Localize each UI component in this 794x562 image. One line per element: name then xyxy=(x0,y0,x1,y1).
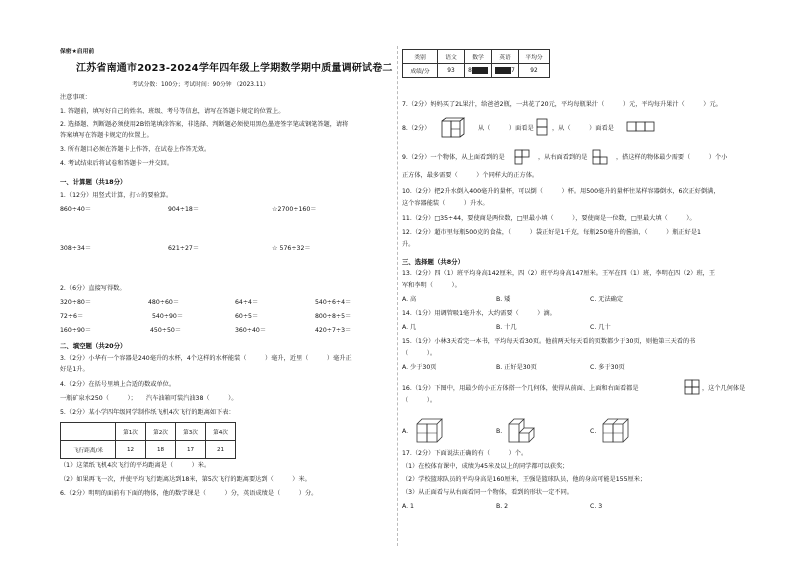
question-7: 7.（2分）妈妈买了2L果汁，给爸爸2瓶，一共花了20元，平均每瓶果汁（ ）元，平均每升果汁（ ）元。 xyxy=(402,101,722,108)
question-9: 9.（2分）一个物体，从上面看到的是 xyxy=(402,154,505,161)
oral-item: 360÷40＝ xyxy=(235,327,267,334)
question-5-2: （2）如果再飞一次，并使平均飞行距离达到18米，第5次飞行的距离要达到（ ）米。 xyxy=(60,476,311,483)
question-3: 3.（2分）小华有一个容器是240毫升的水杯，4个这样的水杯能装（ ）毫升，近里（ ）毫升正 xyxy=(60,355,352,362)
question-13: 13.（2分）四（1）班平均身高142厘米，四（2）班平均身高147厘米。王军在四（1）班，李明在四（2）班，王 xyxy=(402,270,716,277)
question-12-cont: 升。 xyxy=(402,241,415,248)
question-14: 14.（1分）用调管吸1毫升水，大约需要（ ）滴。 xyxy=(402,310,556,317)
table-cell: 18 xyxy=(146,441,176,459)
right-view-figure xyxy=(592,149,614,165)
secret-label: 保密★启用前 xyxy=(60,49,95,55)
section-heading: 二、填空题（共20分） xyxy=(60,342,127,350)
table-header: 语文 xyxy=(438,50,465,64)
statement: （2）学校篮球队员的平均身高是160厘米，王强是篮球队员，他的身高可能是155厘米； xyxy=(402,476,647,483)
question-13-cont: 军和李明（ ）。 xyxy=(402,282,461,289)
calc-item: 308÷34＝ xyxy=(60,245,92,252)
score-digit: 7 xyxy=(511,68,515,74)
option: C. 几十 xyxy=(590,324,611,331)
top-view-figure xyxy=(514,149,536,165)
question-6: 6.（2分）明明的面前有下面的物体，他的数学课是（ ）分，英语成绩是（ ）分。 xyxy=(60,490,318,497)
question-12: 12.（2分）超市里每瓶500克的食盐，（ ）袋正好是1千克，每瓶250毫升的酱油，（ ）瓶正好是1 xyxy=(402,229,701,236)
calc-item: 621÷27＝ xyxy=(168,245,200,252)
question-5: 5.（2分）某小学四年级同学制作纸飞机4次飞行的距离如下表： xyxy=(60,409,235,416)
notes-heading: 注意事项： xyxy=(60,94,91,101)
question-8-label: 8.（2分） xyxy=(402,125,431,132)
table-cell xyxy=(465,64,492,78)
table-cell: 93 xyxy=(438,64,465,78)
calc-item: ☆ 576÷32＝ xyxy=(272,245,311,252)
table-header: 类别 xyxy=(403,50,438,64)
table-cell: 17 xyxy=(176,441,206,459)
question-5-1: （1）这架纸飞机4次飞行的平均距离是（ ）米。 xyxy=(60,462,211,469)
view-shape-figure xyxy=(626,120,656,134)
note-line: 4. 考试结束后将试卷和答题卡一并交回。 xyxy=(60,160,174,167)
redacted-block xyxy=(495,67,511,74)
table-cell xyxy=(492,64,519,78)
option: A. 几 xyxy=(402,324,417,331)
solid-option-c-figure xyxy=(600,414,634,444)
table-header: 第1次 xyxy=(116,423,146,441)
oral-item: 540÷6÷4＝ xyxy=(315,299,352,306)
view-shape-figure xyxy=(536,118,550,138)
table-header: 第4次 xyxy=(206,423,236,441)
option: A. 少于30页 xyxy=(402,364,437,371)
table-cell: 92 xyxy=(519,64,550,78)
option: B. xyxy=(496,428,503,435)
calc-item: 860÷40＝ xyxy=(60,206,92,213)
option: B. 2 xyxy=(496,503,509,510)
table-cell: 12 xyxy=(116,441,146,459)
oral-item: 320÷80＝ xyxy=(60,299,92,306)
score-table xyxy=(402,49,550,78)
calc-item: ☆2700÷160＝ xyxy=(272,206,317,213)
flight-distance-table xyxy=(60,422,236,459)
table-header: 数学 xyxy=(465,50,492,64)
oral-item: 160÷90＝ xyxy=(60,327,92,334)
option: A. 高 xyxy=(402,296,417,303)
solid-option-a-figure xyxy=(414,414,448,444)
calc-item: 904÷18＝ xyxy=(168,206,200,213)
option: C. xyxy=(590,428,597,435)
page-fold-line xyxy=(397,46,398,546)
question-16-mid: ，这个几何体是 xyxy=(702,385,746,392)
question-8-front: 从（ ）面看是 xyxy=(478,125,534,132)
note-line: 2. 选择题、判断题必须使用2B铅笔填涂答案，非选择、判断题必须使用黑色墨迹签字笔或钢笔答题，请将 xyxy=(60,121,349,128)
table-cell: 21 xyxy=(206,441,236,459)
question-9-count: ，搭这样的物体最少需要（ ）个小 xyxy=(616,154,728,161)
statement: （3）从正面看与从右面看同一个物体，看到的形状一定不同。 xyxy=(402,489,573,496)
oral-item: 540÷90＝ xyxy=(152,313,184,320)
option: B. 矮 xyxy=(496,296,511,303)
option: A. xyxy=(402,428,409,435)
section-heading: 三、选择题（共8分） xyxy=(402,258,464,266)
option: C. 无法确定 xyxy=(590,296,624,303)
exam-meta: 考试分数：100分；考试时间：90分钟 （2023.11） xyxy=(132,82,270,88)
question-8-other: ，从（ ）面看是 xyxy=(552,125,614,132)
oral-item: 60÷5＝ xyxy=(235,313,259,320)
question-11: 11.（2分）□35÷44，要使商是两位数，□里最小填（ ），要使商是一位数，□里最大填（ ）。 xyxy=(402,215,696,222)
solid-option-b-figure xyxy=(506,414,540,444)
option: B. 十几 xyxy=(496,324,517,331)
question-9-cont: 正方体，最多需要（ ）个同样大的正方体。 xyxy=(402,172,539,179)
question-15-cont: （ ）。 xyxy=(402,350,437,357)
option: C. 多于30页 xyxy=(590,364,625,371)
table-row-label: 成绩/分 xyxy=(403,64,438,78)
note-line: 1. 答题前，填写好自己的姓名、班级、考号等信息，请写在答题卡规定的位置上。 xyxy=(60,108,285,115)
oral-item: 800÷8÷5＝ xyxy=(315,313,352,320)
redacted-block xyxy=(472,67,488,74)
question-16: 16.（1分）下图中，用最少的小正方体搭一个几何体，使得从前面、上面和右面看都是 xyxy=(402,385,639,392)
note-line: 答案填写在答题卡规定的位置上。 xyxy=(60,132,153,139)
cube-stack-figure xyxy=(440,117,470,139)
option: B. 正好是30页 xyxy=(496,364,537,371)
table-header: 第3次 xyxy=(176,423,206,441)
question-16-cont: （ ）。 xyxy=(402,397,437,404)
question-15: 15.（1分）小林3天看完一本书，平均每天看30页。他前两天每天看的页数都少于30页，则他第三天看的书 xyxy=(402,338,696,345)
oral-item: 72÷6＝ xyxy=(60,313,84,320)
note-line: 3. 所有题目必须在答题卡上作答，在试卷上作答无效。 xyxy=(60,146,211,153)
question-9-right: ，从右面看到的是 xyxy=(538,154,588,161)
question-4: 4.（2分）在括号里填上合适的数或单位。 xyxy=(60,381,176,388)
oral-item: 480÷60＝ xyxy=(148,299,180,306)
question-4-blanks: 一瓶矿泉水250（ ）； 汽车油箱可装汽油38（ ）。 xyxy=(60,395,238,402)
view-shape-figure xyxy=(684,379,700,395)
question-3-cont: 好是1升。 xyxy=(60,366,89,373)
option: C. 3 xyxy=(590,503,603,510)
table-row-label: 飞行距离/米 xyxy=(61,441,116,459)
question-10-cont: 这个容器能装（ ）升水。 xyxy=(402,200,489,207)
oral-item: 64÷4＝ xyxy=(235,299,259,306)
exam-title: 江苏省南通市2023-2024学年四年级上学期数学期中质量调研试卷二 xyxy=(76,63,393,74)
question-2: 2.（6分）直接写得数。 xyxy=(60,285,126,292)
table-header: 英语 xyxy=(492,50,519,64)
question-1: 1.（12分）用竖式计算，打☆的要验算。 xyxy=(60,192,173,199)
table-header: 第2次 xyxy=(146,423,176,441)
table-header: 平均分 xyxy=(519,50,550,64)
section-heading: 一、计算题（共18分） xyxy=(60,178,127,186)
score-digit: 8 xyxy=(468,68,472,74)
option: A. 1 xyxy=(402,503,414,510)
question-17: 17.（2分）下面说法正确的有（ ）个。 xyxy=(402,450,528,457)
statement: （1）在校体育课中，成绩为45米及以上的同学都可以获奖； xyxy=(402,463,569,470)
oral-item: 450÷50＝ xyxy=(150,327,182,334)
question-10: 10.（2分）把2升水倒入400毫升的量杯，可以倒（ ）杯。用500毫升的量杯往某样容器倒水，6次正好倒满， xyxy=(402,188,720,195)
oral-item: 420÷7÷3＝ xyxy=(315,327,352,334)
table-cell xyxy=(61,423,116,441)
